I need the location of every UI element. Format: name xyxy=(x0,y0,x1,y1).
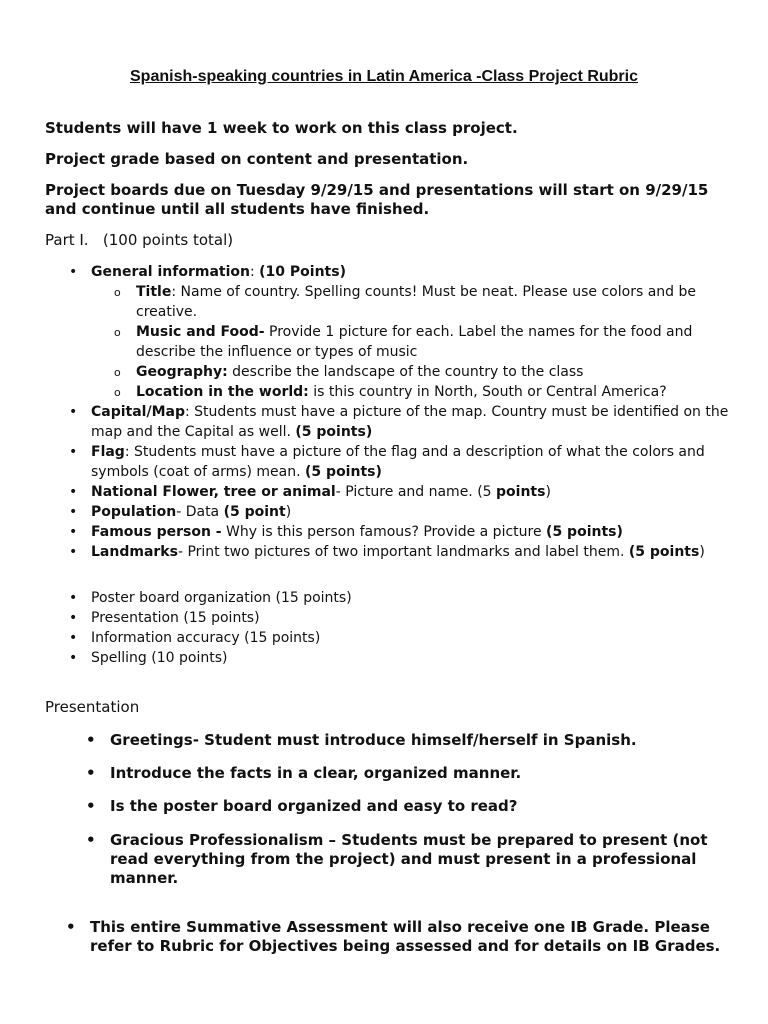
bullet-icon: • xyxy=(86,831,96,849)
item-text: Information accuracy (15 points) xyxy=(91,630,321,646)
bullet-icon: • xyxy=(69,630,78,646)
intro-line-1: Students will have 1 week to work on this class project. xyxy=(45,119,518,137)
sub-label: Music and Food- xyxy=(136,324,265,340)
bullet-icon: • xyxy=(69,504,78,520)
item-text: Spelling (10 points) xyxy=(91,650,228,666)
item-label: Famous person - xyxy=(91,524,222,540)
bullet-icon: • xyxy=(69,484,78,500)
sub-item-music-food xyxy=(114,322,726,362)
general-sub-list xyxy=(114,282,726,402)
final-note-text: This entire Summative Assessment will also receive one IB Grade. Please refer to Rubric for Objectives being assessed and for details on IB Grades. xyxy=(90,918,721,955)
presentation-item-2 xyxy=(86,764,730,783)
sub-item-location xyxy=(114,382,726,402)
sub-label: Location in the world: xyxy=(136,384,309,400)
item-label: Capital/Map xyxy=(91,404,185,420)
item-tail: ) xyxy=(285,504,292,520)
item-points: (5 points) xyxy=(305,464,382,480)
item-text: : Students must have a picture of the flag and a description of what the colors and symbols (coat of arms) mean. xyxy=(91,444,705,480)
item-text: : Students must have a picture of the map. Country must be identified on the map and the Capital as well. xyxy=(91,404,729,440)
bullet-icon: • xyxy=(69,650,78,666)
list-item xyxy=(86,831,730,888)
item-text: Poster board organization (15 points) xyxy=(91,590,352,606)
list-item xyxy=(86,764,730,783)
final-note-list xyxy=(66,918,730,956)
sub-label: Title xyxy=(136,284,172,300)
list-item-famous-person xyxy=(69,522,731,542)
list-item-national-flower xyxy=(69,482,731,502)
item-points: (5 points) xyxy=(295,424,373,440)
list-item-population xyxy=(69,502,731,522)
part-one-label: Part I. xyxy=(45,231,89,249)
item-tail: ) xyxy=(545,484,551,500)
bullet-icon: • xyxy=(69,524,78,540)
intro-line-2: Project grade based on content and presentation. xyxy=(45,150,469,168)
item-text: Why is this person famous? Provide a picture xyxy=(221,524,547,540)
criteria-list xyxy=(69,262,731,562)
document-title: Spanish-speaking countries in Latin America -Class Project Rubric xyxy=(130,68,638,85)
sub-text: is this country in North, South or Central America? xyxy=(308,384,667,400)
list-item xyxy=(69,648,731,668)
item-label: National Flower, tree or animal xyxy=(91,484,336,500)
item-label: Flag xyxy=(91,444,125,460)
presentation-heading: Presentation xyxy=(45,698,140,716)
item-points: (5 point xyxy=(223,504,286,520)
item-text: - Print two pictures of two important landmarks and label them. xyxy=(177,544,629,560)
list-item-general: • General information: (10 Points) o Title: Name of country. Spelling counts! Must be neat. Please use colors and be creative. o Music and Food- Provide 1 picture for each. Label the names for the food and describe the influence or types of music o Geography: describe the landscape of the country to the class o Location in the world: is this country in North, South or Central America? xyxy=(91,262,731,402)
sub-text: : Name of country. Spelling counts! Must be neat. Please use colors and be creative. xyxy=(136,284,696,320)
list-item xyxy=(69,608,731,628)
sub-text: describe the landscape of the country to the class xyxy=(227,364,584,380)
bullet-icon: • xyxy=(66,918,76,936)
bullet-icon: • xyxy=(69,610,78,626)
circle-bullet-icon: o xyxy=(114,386,121,399)
item-text: Greetings- Student must introduce himself/herself in Spanish. xyxy=(110,731,637,749)
list-item xyxy=(69,588,731,608)
bullet-icon: • xyxy=(86,764,96,782)
bullet-icon: • xyxy=(69,444,78,460)
item-text: Is the poster board organized and easy to read? xyxy=(110,797,518,815)
general-label: General information xyxy=(91,264,250,280)
list-item xyxy=(86,797,730,816)
item-text: - Data xyxy=(176,504,224,520)
presentation-item-1 xyxy=(86,731,730,750)
circle-bullet-icon: o xyxy=(114,366,121,379)
list-item-flag xyxy=(69,442,731,482)
item-points: points xyxy=(496,484,546,500)
item-text: Introduce the facts in a clear, organized manner. xyxy=(110,764,522,782)
circle-bullet-icon: o xyxy=(114,286,121,299)
part-one-total: (100 points total) xyxy=(102,231,234,249)
sub-label: Geography: xyxy=(136,364,228,380)
bullet-icon: • xyxy=(69,590,78,606)
item-points: (5 points) xyxy=(546,524,623,540)
bullet-icon: • xyxy=(86,797,96,815)
general-points: (10 Points) xyxy=(259,264,346,280)
sub-item-title xyxy=(114,282,726,322)
scoring-list xyxy=(69,588,731,668)
part-one-heading xyxy=(45,231,233,249)
circle-bullet-icon: o xyxy=(114,326,121,339)
item-text: Gracious Professionalism – Students must be prepared to present (not read everything from the project) and must present in a professional manner. xyxy=(110,831,708,887)
item-label: Population xyxy=(91,504,177,520)
bullet-icon: • xyxy=(69,544,78,560)
bullet-icon: • xyxy=(69,404,78,420)
item-points: (5 points xyxy=(628,544,700,560)
item-text: Presentation (15 points) xyxy=(91,610,260,626)
bullet-icon: • xyxy=(86,731,96,749)
bullet-icon: • xyxy=(69,264,78,280)
list-item xyxy=(69,628,731,648)
intro-line-3: Project boards due on Tuesday 9/29/15 and presentations will start on 9/29/15 and continue until all students have finished. xyxy=(45,181,709,218)
presentation-item-3 xyxy=(86,797,730,816)
presentation-item-4 xyxy=(86,831,730,888)
item-tail: ) xyxy=(699,544,705,560)
list-item-capital-map xyxy=(69,402,731,442)
sub-text: Provide 1 picture for each. Label the names for the food and describe the influence or types of music xyxy=(136,324,693,360)
list-item xyxy=(86,731,730,750)
final-note xyxy=(66,918,730,956)
item-label: Landmarks xyxy=(91,544,178,560)
sub-item-geography xyxy=(114,362,726,382)
item-text: - Picture and name. (5 xyxy=(335,484,497,500)
list-item-landmarks xyxy=(69,542,731,562)
